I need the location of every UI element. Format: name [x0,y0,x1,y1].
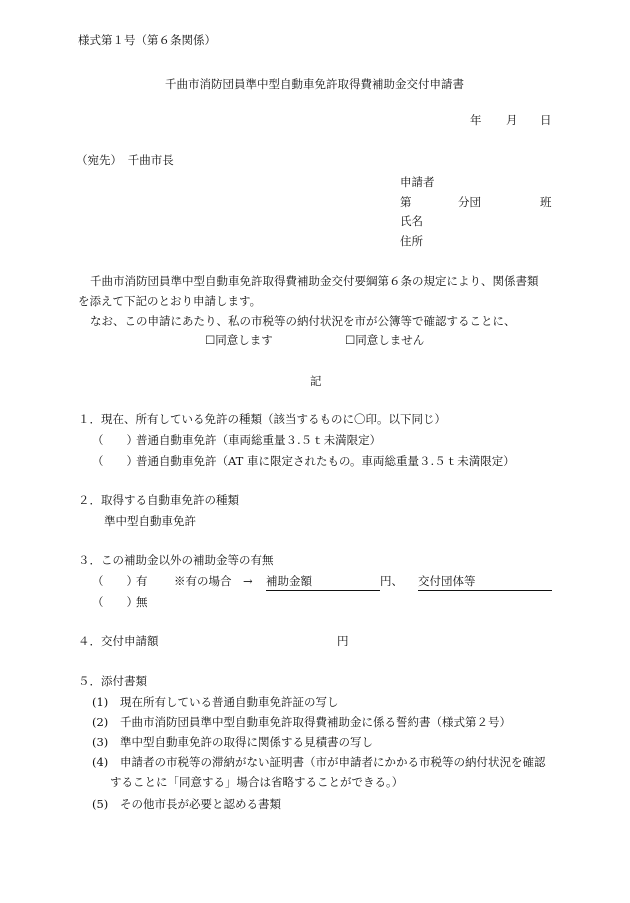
applicant-name-label: 氏名 [400,214,423,228]
section5-item-text: その他市長が必要と認める書類 [120,797,281,811]
section5-item-num: (4) [92,755,109,769]
section3-no-paren[interactable]: （ ） [92,595,138,609]
section3-yes-paren[interactable]: （ ） [92,574,138,588]
form-number: 様式第１号（第６条関係） [78,33,216,47]
section5-item-num: (3) [92,735,109,749]
section5-item-text: 千曲市消防団員準中型自動車免許取得費補助金に係る誓約書（様式第２号） [120,715,511,729]
section3-heading: ３．この補助金以外の補助金等の有無 [78,553,274,567]
body-line-1: 千曲市消防団員準中型自動車免許取得費補助金交付要綱第６条の規定により、関係書類 [90,274,539,288]
consent-disagree-checkbox[interactable]: ☐同意しません [345,333,425,347]
section1-option2-text: 普通自動車免許（AT 車に限定されたもの。車両総重量３.５ｔ未満限定） [136,454,515,468]
addressee: （宛先） 千曲市長 [76,153,174,167]
date-year-label: 年 [470,113,482,127]
section3-amount-underline[interactable] [266,590,380,591]
date-month-label: 月 [506,113,518,127]
applicant-han: 班 [540,195,552,209]
section3-no-label: 無 [136,595,148,609]
section2-value: 準中型自動車免許 [104,514,196,528]
consent-agree-checkbox[interactable]: ☐同意します [205,333,273,347]
applicant-dai: 第 [400,195,412,209]
section5-item-num: (1) [92,695,109,709]
section3-yes-label: 有 [136,574,148,588]
section3-grantor-underline[interactable] [418,590,552,591]
section4-yen: 円 [337,634,349,648]
section3-grantor-label: 交付団体等 [418,574,476,588]
applicant-address-label: 住所 [400,234,423,248]
applicant-bundan: 分団 [458,195,481,209]
section5-item-text: 現在所有している普通自動車免許証の写し [120,695,339,709]
body-line-2: を添えて下記のとおり申請します。 [78,294,262,308]
section1-option1-paren[interactable]: （ ） [92,433,138,447]
section3-yen: 円、 [380,574,403,588]
section5-heading: ５．添付書類 [78,674,147,688]
section2-heading: ２．取得する自動車免許の種類 [78,493,239,507]
body-line-3: なお、この申請にあたり、私の市税等の納付状況を市が公簿等で確認することに、 [90,314,516,328]
section5-item-num: (5) [92,797,109,811]
section3-amount-label: 補助金額 [266,574,312,588]
section1-option2-paren[interactable]: （ ） [92,454,138,468]
section5-item-text: 申請者の市税等の滞納がない証明書（市が申請者にかかる市税等の納付状況を確認 [120,755,546,769]
section5-item-num: (2) [92,715,109,729]
ki-heading: 記 [310,374,322,388]
section3-if-yes: ※有の場合 → [174,574,253,588]
section5-item-continuation: することに「同意する」場合は省略することができる。） [110,775,404,789]
section1-option1-text: 普通自動車免許（車両総重量３.５ｔ未満限定） [136,433,382,447]
section5-item-text: 準中型自動車免許の取得に関係する見積書の写し [120,735,373,749]
page-title: 千曲市消防団員準中型自動車免許取得費補助金交付申請書 [165,77,464,91]
applicant-label: 申請者 [400,175,435,189]
section4-heading: ４．交付申請額 [78,634,159,648]
section1-heading: １．現在、所有している免許の種類（該当するものに〇印。以下同じ） [78,412,446,426]
date-day-label: 日 [540,113,552,127]
